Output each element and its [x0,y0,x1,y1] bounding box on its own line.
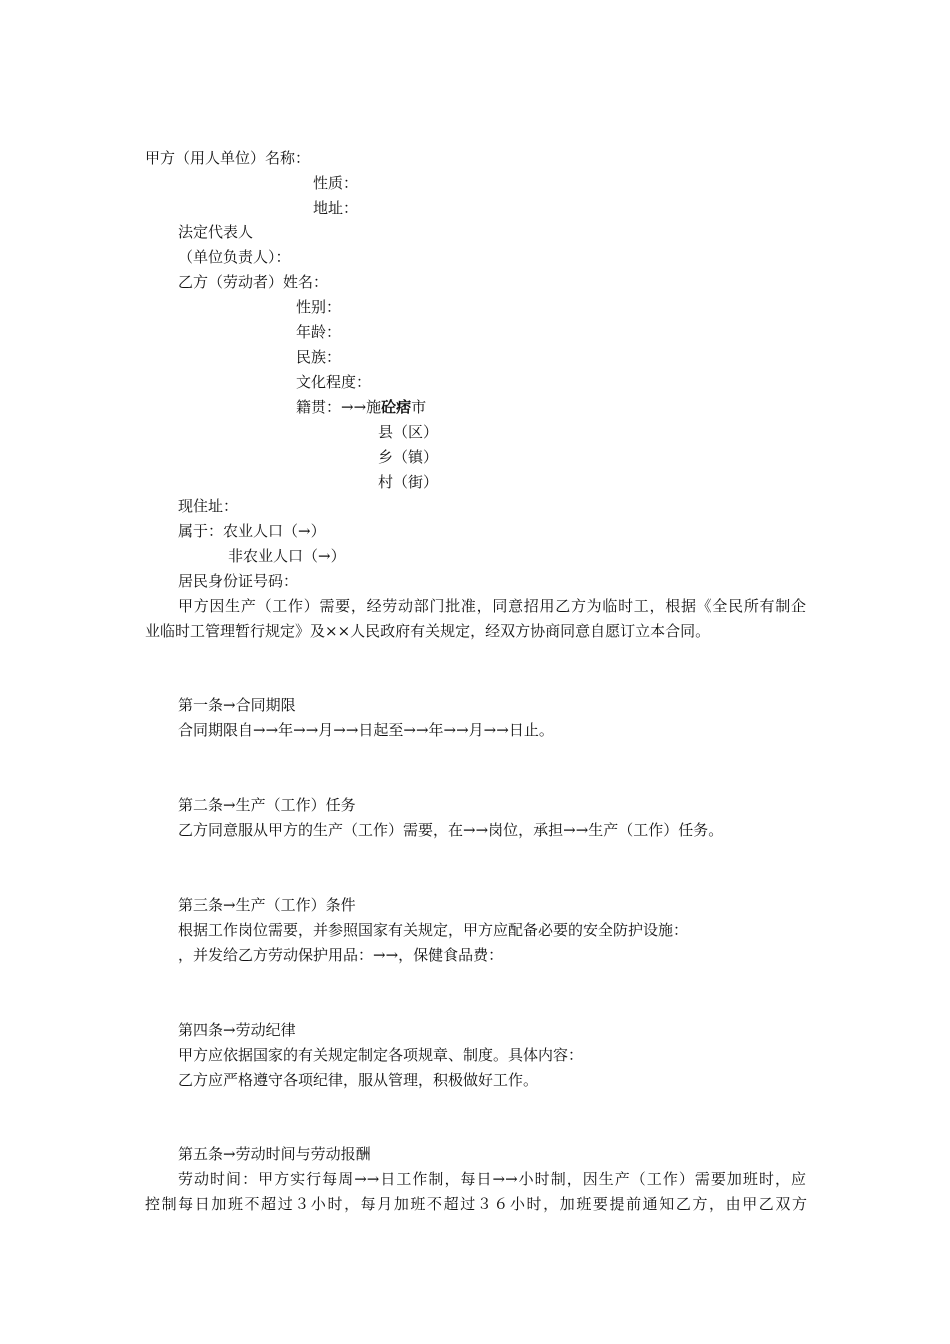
township-label: 乡（镇） [378,448,439,466]
non-agri-label: 非农业人口（→） [228,547,346,565]
native-place-bold: 砼痞 [381,398,412,416]
article-5-line-1: 劳动时间：甲方实行每周→→日工作制，每日→→小时制，因生产（工作）需要加班时，应 [178,1170,806,1188]
intro-line-1: 甲方因生产（工作）需要，经劳动部门批准，同意招用乙方为临时工，根据《全民所有制企 [178,597,806,615]
article-5-line-2: 控制每日加班不超过３小时，每月加班不超过３６小时，加班要提前通知乙方，由甲乙双方 [145,1195,807,1213]
ethnicity-label: 民族： [296,348,342,366]
unit-head-label: （单位负责人）： [178,248,291,266]
native-place-prefix: 籍贯：→→施 [296,398,382,416]
native-place-suffix: 市 [411,398,427,416]
article-4-line-1: 甲方应依据国家的有关规定制定各项规章、制度。具体内容： [178,1046,584,1064]
article-4-title: 第四条→劳动纪律 [178,1021,296,1039]
belongs-label: 属于：农业人口（→） [178,522,326,540]
article-2-line-1: 乙方同意服从甲方的生产（工作）需要，在→→岗位，承担→→生产（工作）任务。 [178,821,724,839]
id-number-label: 居民身份证号码： [178,572,299,590]
legal-rep-label: 法定代表人 [178,223,254,241]
address-label: 地址： [313,199,359,217]
article-3-line-1: 根据工作岗位需要，并参照国家有关规定，甲方应配备必要的安全防护设施： [178,921,689,939]
article-2-title: 第二条→生产（工作）任务 [178,796,356,814]
article-4-line-2: 乙方应严格遵守各项纪律，服从管理，积极做好工作。 [178,1071,539,1089]
intro-line-2: 业临时工管理暂行规定》及××人民政府有关规定，经双方协商同意自愿订立本合同。 [145,622,711,640]
article-3-title: 第三条→生产（工作）条件 [178,896,356,914]
age-label: 年龄： [296,323,342,341]
article-3-line-2: ，并发给乙方劳动保护用品：→→，保健食品费： [178,946,504,964]
native-place-label [296,397,426,417]
article-1-line-1: 合同期限自→→年→→月→→日起至→→年→→月→→日止。 [178,721,554,739]
gender-label: 性别： [296,298,342,316]
party-a-name-label: 甲方（用人单位）名称： [145,149,311,167]
education-label: 文化程度： [296,373,372,391]
nature-label: 性质： [313,174,359,192]
village-label: 村（街） [378,473,439,491]
article-1-title: 第一条→合同期限 [178,696,296,714]
party-b-name-label: 乙方（劳动者）姓名： [178,273,329,291]
article-5-title: 第五条→劳动时间与劳动报酬 [178,1145,371,1163]
county-label: 县（区） [378,423,439,441]
current-address-label: 现住址： [178,497,239,515]
